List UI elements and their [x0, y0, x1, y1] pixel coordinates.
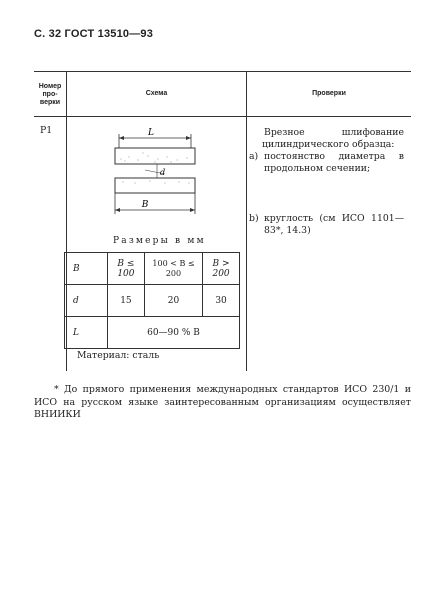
col-header-checks: Проверки	[312, 90, 346, 97]
dims-caption: Размеры в мм	[113, 236, 206, 246]
check-marker-a: а)	[249, 151, 259, 162]
arrow-left-B	[115, 208, 120, 212]
label-B: B	[141, 200, 149, 210]
table-top-rule	[34, 71, 411, 72]
page-header: С. 32 ГОСТ 13510—93	[34, 28, 154, 40]
dims-cell: 100 < B ≤ 200	[144, 253, 202, 285]
arrow-right-B	[190, 208, 195, 212]
arrow-right-L	[186, 136, 191, 140]
label-L: L	[148, 128, 154, 138]
table-row	[65, 285, 240, 317]
header-bottom-rule	[34, 116, 411, 117]
check-item-b: круглость (см ИСО 1101—83*, 14.3)	[264, 213, 404, 236]
check-item-a: постоянство диаметра в продольном сечении;	[264, 151, 404, 174]
specimen-rect	[115, 178, 195, 193]
dims-cell: 15	[108, 285, 145, 317]
footnote: * До прямого применения международных стандартов ИСО 230/1 и ИСО на русском языке заинтересованным организациям осуществляет ВНИИКИ	[34, 384, 411, 420]
dims-cell: B > 200	[203, 253, 240, 285]
dims-cell: 60—90 % B	[108, 317, 240, 349]
dims-cell: 30	[203, 285, 240, 317]
dims-cell: L	[65, 317, 108, 349]
check-intro: Врезное шлифование цилиндрического образца:	[262, 127, 404, 150]
dims-cell: B ≤ 100	[108, 253, 145, 285]
row-number: Р1	[40, 125, 53, 136]
dims-table	[64, 252, 240, 349]
table-row	[65, 317, 240, 349]
material-label: Материал: сталь	[77, 350, 160, 361]
dims-cell: 20	[144, 285, 202, 317]
dims-cell: B	[65, 253, 108, 285]
grinding-diagram	[105, 128, 215, 218]
table-row	[65, 253, 240, 285]
col-divider-2	[246, 71, 247, 371]
specimen-stipple	[123, 181, 190, 184]
arrow-left-L	[119, 136, 124, 140]
col-header-scheme: Схема	[145, 90, 168, 97]
dims-cell: d	[65, 285, 108, 317]
label-d: d	[160, 168, 166, 177]
wheel-stipple	[121, 153, 188, 163]
check-marker-b: b)	[249, 213, 259, 224]
col-header-number: Номер про-верки	[38, 83, 62, 106]
